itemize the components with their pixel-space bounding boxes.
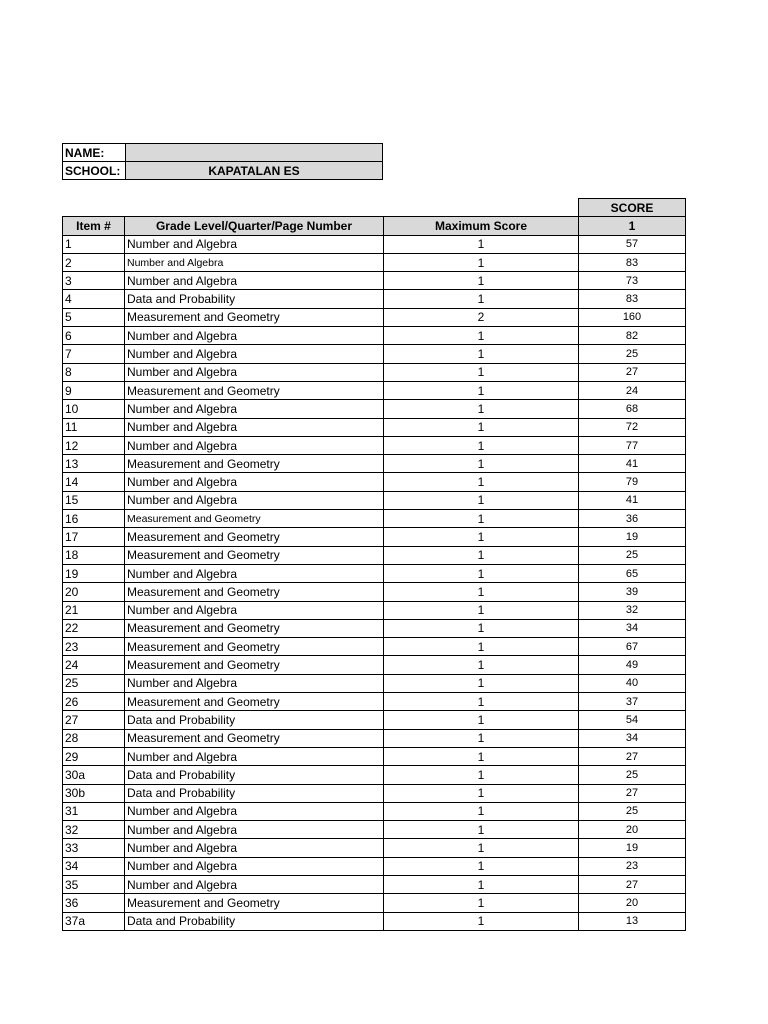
max-score-cell: 1 (384, 345, 579, 363)
score-cell: 27 (579, 363, 686, 381)
school-row (63, 162, 383, 180)
item-number-cell: 21 (63, 601, 125, 619)
max-score-cell: 1 (384, 638, 579, 656)
item-number-cell: 8 (63, 363, 125, 381)
score-cell: 67 (579, 638, 686, 656)
item-number-cell: 19 (63, 564, 125, 582)
max-score-cell: 1 (384, 711, 579, 729)
table-row (63, 912, 686, 930)
item-number-cell: 18 (63, 546, 125, 564)
table-row (63, 619, 686, 637)
score-cell: 79 (579, 473, 686, 491)
item-number-cell: 34 (63, 857, 125, 875)
score-cell: 82 (579, 327, 686, 345)
domain-cell: Number and Algebra (125, 436, 384, 454)
score-cell: 73 (579, 272, 686, 290)
max-score-cell: 1 (384, 729, 579, 747)
max-score-cell: 1 (384, 693, 579, 711)
item-number-cell: 2 (63, 253, 125, 271)
domain-cell: Number and Algebra (125, 747, 384, 765)
max-score-cell: 1 (384, 766, 579, 784)
max-score-cell: 1 (384, 857, 579, 875)
item-score-table (62, 198, 686, 931)
table-row (63, 491, 686, 509)
max-score-cell: 1 (384, 418, 579, 436)
score-cell: 19 (579, 528, 686, 546)
score-cell: 25 (579, 345, 686, 363)
max-score-cell: 1 (384, 802, 579, 820)
max-score-cell: 1 (384, 784, 579, 802)
table-row (63, 601, 686, 619)
table-row (63, 711, 686, 729)
domain-cell: Measurement and Geometry (125, 894, 384, 912)
item-number-cell: 6 (63, 327, 125, 345)
max-score-cell: 1 (384, 436, 579, 454)
table-row (63, 327, 686, 345)
table-row (63, 308, 686, 326)
score-cell: 37 (579, 693, 686, 711)
school-label: SCHOOL: (63, 162, 126, 180)
score-cell: 65 (579, 564, 686, 582)
score-cell: 54 (579, 711, 686, 729)
score-cell: 23 (579, 857, 686, 875)
domain-cell: Number and Algebra (125, 839, 384, 857)
item-number-cell: 17 (63, 528, 125, 546)
score-cell: 68 (579, 400, 686, 418)
name-row (63, 144, 383, 162)
domain-cell: Number and Algebra (125, 400, 384, 418)
table-row (63, 235, 686, 253)
table-row (63, 363, 686, 381)
score-cell: 49 (579, 656, 686, 674)
header-score-number: 1 (579, 217, 686, 235)
item-number-cell: 25 (63, 674, 125, 692)
table-row (63, 674, 686, 692)
header-row (63, 217, 686, 235)
domain-cell: Number and Algebra (125, 674, 384, 692)
score-cell: 36 (579, 510, 686, 528)
domain-cell: Data and Probability (125, 711, 384, 729)
score-cell: 20 (579, 894, 686, 912)
max-score-cell: 1 (384, 894, 579, 912)
max-score-cell: 1 (384, 381, 579, 399)
domain-cell: Measurement and Geometry (125, 693, 384, 711)
header-max-score: Maximum Score (384, 217, 579, 235)
domain-cell: Measurement and Geometry (125, 528, 384, 546)
max-score-cell: 1 (384, 839, 579, 857)
item-number-cell: 26 (63, 693, 125, 711)
max-score-cell: 1 (384, 546, 579, 564)
item-number-cell: 31 (63, 802, 125, 820)
domain-cell: Number and Algebra (125, 418, 384, 436)
max-score-cell: 1 (384, 601, 579, 619)
domain-cell: Measurement and Geometry (125, 583, 384, 601)
item-number-cell: 37a (63, 912, 125, 930)
item-number-cell: 15 (63, 491, 125, 509)
domain-cell: Number and Algebra (125, 272, 384, 290)
score-cell: 25 (579, 766, 686, 784)
table-row (63, 583, 686, 601)
max-score-cell: 1 (384, 290, 579, 308)
table-row (63, 400, 686, 418)
score-cell: 27 (579, 784, 686, 802)
item-number-cell: 22 (63, 619, 125, 637)
table-row (63, 510, 686, 528)
item-number-cell: 29 (63, 747, 125, 765)
table-row (63, 875, 686, 893)
item-number-cell: 3 (63, 272, 125, 290)
item-number-cell: 11 (63, 418, 125, 436)
domain-cell: Measurement and Geometry (125, 729, 384, 747)
score-cell: 40 (579, 674, 686, 692)
domain-cell: Number and Algebra (125, 601, 384, 619)
score-cell: 13 (579, 912, 686, 930)
score-cell: 34 (579, 619, 686, 637)
domain-cell: Number and Algebra (125, 345, 384, 363)
score-cell: 27 (579, 875, 686, 893)
table-row (63, 418, 686, 436)
domain-cell: Data and Probability (125, 912, 384, 930)
domain-cell: Number and Algebra (125, 564, 384, 582)
domain-cell: Number and Algebra (125, 253, 384, 271)
table-row (63, 272, 686, 290)
name-label: NAME: (63, 144, 126, 162)
max-score-cell: 1 (384, 656, 579, 674)
max-score-cell: 1 (384, 327, 579, 345)
item-number-cell: 23 (63, 638, 125, 656)
item-number-cell: 32 (63, 821, 125, 839)
table-row (63, 546, 686, 564)
max-score-cell: 1 (384, 473, 579, 491)
score-cell: 39 (579, 583, 686, 601)
score-cell: 41 (579, 491, 686, 509)
max-score-cell: 1 (384, 674, 579, 692)
student-info-table (62, 143, 383, 180)
max-score-cell: 1 (384, 400, 579, 418)
score-cell: 57 (579, 235, 686, 253)
item-number-cell: 36 (63, 894, 125, 912)
domain-cell: Number and Algebra (125, 802, 384, 820)
table-row (63, 290, 686, 308)
table-row (63, 638, 686, 656)
table-row (63, 747, 686, 765)
item-number-cell: 4 (63, 290, 125, 308)
domain-cell: Number and Algebra (125, 857, 384, 875)
domain-cell: Number and Algebra (125, 491, 384, 509)
item-number-cell: 28 (63, 729, 125, 747)
score-cell: 34 (579, 729, 686, 747)
score-cell: 77 (579, 436, 686, 454)
score-cell: 160 (579, 308, 686, 326)
item-number-cell: 30b (63, 784, 125, 802)
table-row (63, 729, 686, 747)
name-field[interactable] (126, 144, 383, 162)
table-row (63, 839, 686, 857)
item-number-cell: 24 (63, 656, 125, 674)
table-row (63, 857, 686, 875)
domain-cell: Measurement and Geometry (125, 381, 384, 399)
score-cell: 41 (579, 455, 686, 473)
table-row (63, 436, 686, 454)
domain-cell: Measurement and Geometry (125, 546, 384, 564)
score-cell: 32 (579, 601, 686, 619)
item-number-cell: 30a (63, 766, 125, 784)
max-score-cell: 1 (384, 363, 579, 381)
item-number-cell: 27 (63, 711, 125, 729)
table-row (63, 345, 686, 363)
domain-cell: Data and Probability (125, 290, 384, 308)
score-title-row (63, 199, 686, 217)
score-cell: 25 (579, 802, 686, 820)
domain-cell: Measurement and Geometry (125, 638, 384, 656)
table-row (63, 821, 686, 839)
domain-cell: Measurement and Geometry (125, 510, 384, 528)
max-score-cell: 1 (384, 455, 579, 473)
max-score-cell: 1 (384, 821, 579, 839)
item-number-cell: 16 (63, 510, 125, 528)
table-row (63, 766, 686, 784)
table-row (63, 802, 686, 820)
domain-cell: Measurement and Geometry (125, 619, 384, 637)
table-row (63, 253, 686, 271)
max-score-cell: 1 (384, 253, 579, 271)
domain-cell: Number and Algebra (125, 327, 384, 345)
score-cell: 25 (579, 546, 686, 564)
table-row (63, 564, 686, 582)
max-score-cell: 1 (384, 528, 579, 546)
item-number-cell: 12 (63, 436, 125, 454)
item-number-cell: 33 (63, 839, 125, 857)
item-number-cell: 10 (63, 400, 125, 418)
score-cell: 83 (579, 290, 686, 308)
score-cell: 27 (579, 747, 686, 765)
max-score-cell: 1 (384, 912, 579, 930)
score-cell: 83 (579, 253, 686, 271)
table-row (63, 381, 686, 399)
max-score-cell: 1 (384, 747, 579, 765)
school-field[interactable]: KAPATALAN ES (126, 162, 383, 180)
item-number-cell: 9 (63, 381, 125, 399)
domain-cell: Number and Algebra (125, 875, 384, 893)
table-row (63, 473, 686, 491)
item-number-cell: 1 (63, 235, 125, 253)
score-cell: 19 (579, 839, 686, 857)
table-row (63, 894, 686, 912)
item-number-cell: 13 (63, 455, 125, 473)
table-row (63, 528, 686, 546)
item-number-cell: 7 (63, 345, 125, 363)
score-cell: 24 (579, 381, 686, 399)
item-number-cell: 5 (63, 308, 125, 326)
max-score-cell: 1 (384, 583, 579, 601)
domain-cell: Data and Probability (125, 766, 384, 784)
table-row (63, 455, 686, 473)
domain-cell: Measurement and Geometry (125, 308, 384, 326)
domain-cell: Number and Algebra (125, 235, 384, 253)
score-cell: 72 (579, 418, 686, 436)
score-cell: 20 (579, 821, 686, 839)
max-score-cell: 1 (384, 564, 579, 582)
item-number-cell: 14 (63, 473, 125, 491)
table-row (63, 656, 686, 674)
max-score-cell: 1 (384, 235, 579, 253)
max-score-cell: 1 (384, 491, 579, 509)
max-score-cell: 2 (384, 308, 579, 326)
max-score-cell: 1 (384, 272, 579, 290)
header-domain: Grade Level/Quarter/Page Number (125, 217, 384, 235)
domain-cell: Number and Algebra (125, 473, 384, 491)
table-row (63, 693, 686, 711)
max-score-cell: 1 (384, 619, 579, 637)
domain-cell: Data and Probability (125, 784, 384, 802)
table-row (63, 784, 686, 802)
item-number-cell: 20 (63, 583, 125, 601)
max-score-cell: 1 (384, 875, 579, 893)
item-number-cell: 35 (63, 875, 125, 893)
header-item: Item # (63, 217, 125, 235)
max-score-cell: 1 (384, 510, 579, 528)
domain-cell: Measurement and Geometry (125, 656, 384, 674)
domain-cell: Measurement and Geometry (125, 455, 384, 473)
domain-cell: Number and Algebra (125, 363, 384, 381)
domain-cell: Number and Algebra (125, 821, 384, 839)
score-column-title: SCORE (579, 199, 686, 217)
